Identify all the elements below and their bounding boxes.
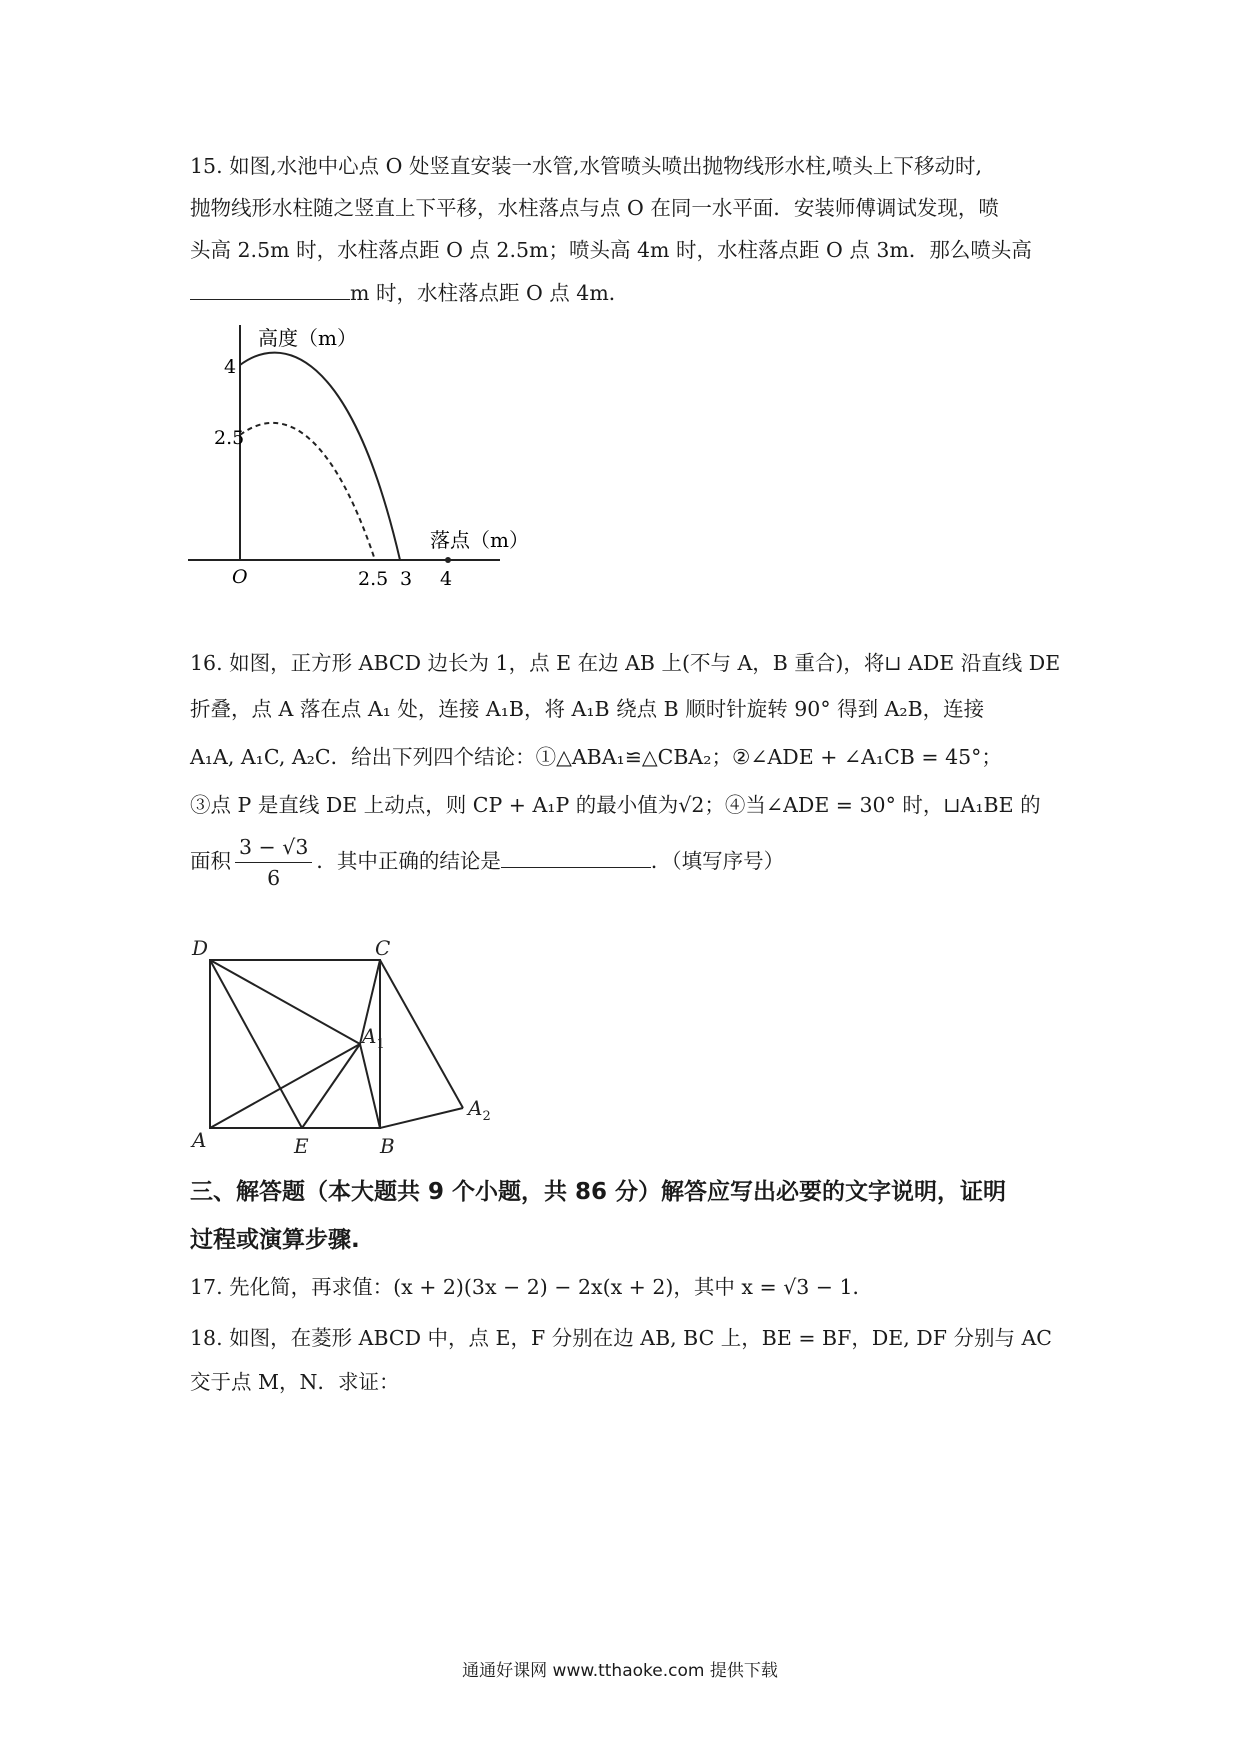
q16-line-2: 折叠，点 A 落在点 A₁ 处，连接 A₁B，将 A₁B 绕点 B 顺时针旋转 90° 得到 A₂B，连接 — [190, 697, 985, 721]
answer-blank[interactable] — [190, 277, 350, 300]
fraction-numerator: 3 − √3 — [235, 832, 312, 863]
point-4 — [445, 557, 451, 563]
x-axis-label: 落点（m） — [430, 528, 529, 552]
q15-line-4-text: m 时，水柱落点距 O 点 4m． — [350, 281, 630, 305]
parabola-4m — [240, 353, 400, 560]
segment-aa1 — [210, 1044, 360, 1128]
q16-area-prefix: 面积 — [190, 849, 231, 873]
q15-line-3: 头高 2.5m 时，水柱落点距 O 点 2.5m；喷头高 4m 时，水柱落点距 O 点 3m．那么喷头高 — [190, 238, 1032, 262]
q16-line-1: 16. 如图，正方形 ABCD 边长为 1，点 E 在边 AB 上(不与 A，B 重合)，将⊔ ADE 沿直线 DE — [190, 651, 1061, 675]
x-tick-3: 3 — [400, 568, 413, 590]
segment-ca2 — [380, 960, 463, 1108]
q15-line-1: 15. 如图,水池中心点 O 处竖直安装一水管,水管喷头喷出抛物线形水柱,喷头上下移动时, — [190, 154, 983, 178]
section-3-heading-line-2: 过程或演算步骤. — [190, 1227, 360, 1253]
fraction-denominator: 6 — [267, 866, 281, 890]
label-a1-letter: A — [362, 1024, 377, 1048]
label-b: B — [380, 1134, 395, 1158]
x-tick-2-5: 2.5 — [358, 568, 389, 590]
label-a2-letter: A — [468, 1096, 483, 1120]
x-tick-4: 4 — [440, 568, 453, 590]
y-axis-label: 高度（m） — [258, 326, 357, 350]
label-a2 — [466, 1096, 491, 1124]
q16-square-figure — [180, 935, 500, 1160]
page-footer: 通通好课网 www.tthaoke.com 提供下载 — [462, 1661, 778, 1681]
parabola-2-5m — [240, 423, 375, 560]
segment-ea1 — [302, 1044, 360, 1128]
label-a: A — [192, 1128, 207, 1152]
q16-fill-hint: ．（填写序号） — [650, 849, 785, 873]
q16-line-5 — [190, 832, 784, 893]
q16-conclusion-prompt: ．其中正确的结论是 — [316, 849, 501, 873]
label-c: C — [375, 936, 391, 960]
label-a1-subscript: 1 — [376, 1037, 385, 1052]
q15-line-4 — [190, 277, 629, 308]
y-tick-2-5: 2.5 — [214, 427, 245, 449]
origin-label: O — [232, 566, 248, 588]
label-a2-subscript: 2 — [482, 1109, 491, 1124]
section-3-heading-line-1: 三、解答题（本大题共 9 个小题，共 86 分）解答应写出必要的文字说明，证明 — [190, 1179, 1007, 1205]
q16-line-4: ③点 P 是直线 DE 上动点，则 CP + A₁P 的最小值为√2；④当∠ADE = 30° 时，⊔A₁BE 的 — [190, 793, 1041, 817]
segment-ba2 — [380, 1108, 463, 1128]
label-a1 — [360, 1024, 385, 1052]
q17-text: 17. 先化简，再求值：(x + 2)(3x − 2) − 2x(x + 2)，其中 x = √3 − 1． — [190, 1275, 874, 1299]
y-tick-4: 4 — [224, 356, 237, 378]
area-fraction — [235, 832, 312, 893]
answer-blank[interactable] — [501, 845, 651, 868]
q18-line-2: 交于点 M，N．求证： — [190, 1370, 400, 1394]
q16-line-3: A₁A, A₁C, A₂C．给出下列四个结论：①△ABA₁≌△CBA₂；②∠ADE + ∠A₁CB = 45°； — [190, 745, 1002, 769]
q18-line-1: 18. 如图，在菱形 ABCD 中，点 E，F 分别在边 AB, BC 上，BE = BF，DE, DF 分别与 AC — [190, 1326, 1052, 1350]
q15-parabola-figure — [180, 315, 529, 595]
label-d: D — [192, 936, 209, 960]
square-abcd — [210, 960, 380, 1128]
segment-ba1 — [360, 1044, 380, 1128]
label-e: E — [294, 1134, 309, 1158]
q15-line-2: 抛物线形水柱随之竖直上下平移，水柱落点与点 O 在同一水平面．安装师傅调试发现，喷 — [190, 196, 999, 220]
